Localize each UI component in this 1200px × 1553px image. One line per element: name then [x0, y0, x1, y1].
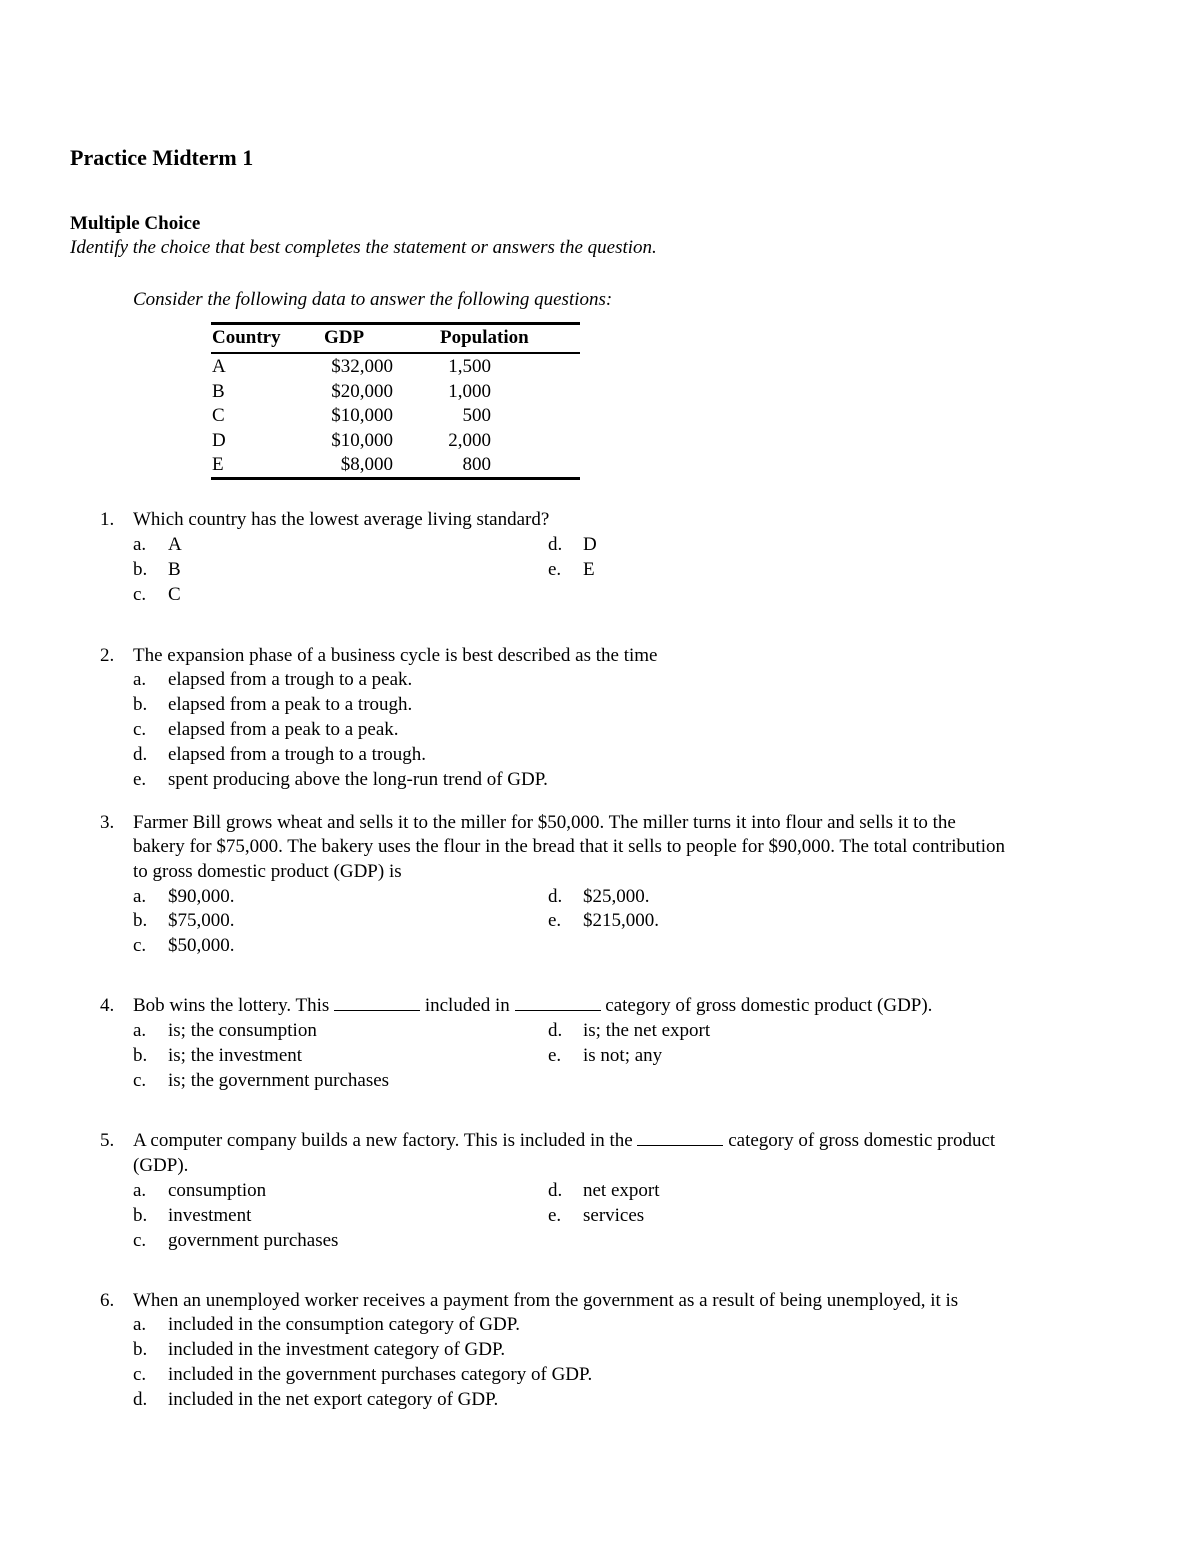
- choice-text[interactable]: D: [583, 534, 597, 555]
- answer-blank: [334, 996, 420, 1011]
- cell-country: E: [212, 454, 224, 475]
- choice-letter: c.: [133, 1070, 147, 1091]
- choice-letter: d.: [548, 1180, 563, 1201]
- header-gdp: GDP: [324, 327, 365, 348]
- choice-letter: a.: [133, 669, 147, 690]
- question-number: 1.: [100, 509, 115, 530]
- choice-letter: e.: [548, 559, 562, 580]
- stem-part: category of gross domestic product: [728, 1130, 996, 1151]
- choice-text[interactable]: $90,000.: [168, 886, 235, 907]
- choice-text[interactable]: elapsed from a peak to a trough.: [168, 694, 413, 715]
- answer-blank: [515, 996, 601, 1011]
- choice-letter: d.: [133, 1389, 148, 1410]
- question-stem: (GDP).: [133, 1155, 189, 1176]
- header-population: Population: [440, 327, 529, 348]
- choice-text[interactable]: B: [168, 559, 181, 580]
- choice-text[interactable]: C: [168, 584, 181, 605]
- choice-text[interactable]: elapsed from a trough to a trough.: [168, 744, 427, 765]
- choice-text[interactable]: $50,000.: [168, 935, 235, 956]
- cell-population: 800: [462, 454, 491, 475]
- choice-letter: e.: [548, 910, 562, 931]
- data-table: [211, 322, 580, 480]
- header-country: Country: [212, 327, 281, 348]
- choice-letter: d.: [548, 1020, 563, 1041]
- choice-letter: a.: [133, 886, 147, 907]
- choice-letter: b.: [133, 694, 148, 715]
- choice-text[interactable]: $25,000.: [583, 886, 650, 907]
- cell-gdp: $8,000: [340, 454, 393, 475]
- question-number: 6.: [100, 1290, 115, 1311]
- choice-letter: b.: [133, 1205, 148, 1226]
- choice-text[interactable]: included in the net export category of GDP.: [168, 1389, 499, 1410]
- cell-gdp: $10,000: [331, 405, 393, 426]
- choice-letter: c.: [133, 584, 147, 605]
- choice-text[interactable]: elapsed from a trough to a peak.: [168, 669, 413, 690]
- choice-letter: d.: [133, 744, 148, 765]
- choice-text[interactable]: included in the government purchases category of GDP.: [168, 1364, 593, 1385]
- choice-text[interactable]: $75,000.: [168, 910, 235, 931]
- choice-letter: c.: [133, 719, 147, 740]
- choice-text[interactable]: $215,000.: [583, 910, 659, 931]
- question-stem: The expansion phase of a business cycle is best described as the time: [133, 645, 658, 666]
- answer-blank: [637, 1131, 723, 1146]
- choice-letter: c.: [133, 1364, 147, 1385]
- table-intro: Consider the following data to answer the following questions:: [133, 289, 613, 310]
- instructions: Identify the choice that best completes the statement or answers the question.: [70, 237, 657, 258]
- question-number: 5.: [100, 1130, 115, 1151]
- question-number: 2.: [100, 645, 115, 666]
- cell-country: B: [212, 380, 225, 402]
- stem-part: Bob wins the lottery. This: [133, 995, 330, 1016]
- choice-text[interactable]: government purchases: [168, 1230, 339, 1251]
- cell-population: 500: [462, 405, 491, 426]
- choice-letter: b.: [133, 1045, 148, 1066]
- question-number: 4.: [100, 995, 115, 1016]
- choice-letter: e.: [548, 1205, 562, 1226]
- choice-text[interactable]: E: [583, 559, 595, 580]
- question-stem: [133, 995, 932, 1017]
- choice-letter: a.: [133, 534, 147, 555]
- choice-text[interactable]: elapsed from a peak to a peak.: [168, 719, 399, 740]
- choice-letter: b.: [133, 910, 148, 931]
- table-row: [211, 354, 580, 379]
- choice-letter: c.: [133, 1230, 147, 1251]
- question-stem: bakery for $75,000. The bakery uses the flour in the bread that it sells to people for $90,000. The total contribution: [133, 836, 1006, 857]
- cell-country: A: [212, 356, 226, 377]
- cell-country: D: [212, 429, 226, 451]
- question-stem: Farmer Bill grows wheat and sells it to the miller for $50,000. The miller turns it into flour and sells it to the: [133, 812, 956, 833]
- choice-text[interactable]: consumption: [168, 1180, 267, 1201]
- choice-letter: c.: [133, 935, 147, 956]
- choice-text[interactable]: is; the investment: [168, 1045, 303, 1066]
- question-stem: When an unemployed worker receives a payment from the government as a result of being unemployed, it is: [133, 1290, 959, 1311]
- choice-text[interactable]: services: [583, 1205, 645, 1226]
- choice-letter: a.: [133, 1314, 147, 1335]
- cell-population: 1,000: [448, 380, 491, 402]
- choice-text[interactable]: is; the net export: [583, 1020, 711, 1041]
- cell-population: 2,000: [448, 429, 491, 451]
- stem-part: A computer company builds a new factory. This is included in the: [133, 1130, 633, 1151]
- choice-text[interactable]: included in the consumption category of GDP.: [168, 1314, 520, 1335]
- question-number: 3.: [100, 812, 115, 833]
- section-heading: Multiple Choice: [70, 213, 201, 234]
- table-row: [211, 379, 580, 404]
- table-row: [211, 452, 580, 477]
- choice-text[interactable]: A: [168, 534, 182, 555]
- choice-letter: a.: [133, 1020, 147, 1041]
- choice-letter: e.: [548, 1045, 562, 1066]
- table-row: [211, 403, 580, 428]
- choice-text[interactable]: net export: [583, 1180, 660, 1201]
- cell-gdp: $20,000: [331, 380, 393, 402]
- stem-part: category of gross domestic product (GDP).: [605, 995, 933, 1016]
- choice-letter: b.: [133, 1339, 148, 1360]
- choice-text[interactable]: is; the government purchases: [168, 1070, 390, 1091]
- cell-gdp: $32,000: [331, 356, 393, 377]
- choice-letter: d.: [548, 886, 563, 907]
- table-header-row: [211, 325, 580, 354]
- cell-population: 1,500: [448, 356, 491, 377]
- page-title: Practice Midterm 1: [70, 145, 254, 170]
- choice-text[interactable]: is not; any: [583, 1045, 663, 1066]
- choice-letter: d.: [548, 534, 563, 555]
- choice-letter: e.: [133, 769, 147, 790]
- choice-text[interactable]: spent producing above the long-run trend of GDP.: [168, 769, 548, 790]
- question-stem: [133, 1130, 995, 1152]
- choice-text[interactable]: included in the investment category of GDP.: [168, 1339, 506, 1360]
- stem-part: included in: [424, 995, 510, 1016]
- choice-text[interactable]: investment: [168, 1205, 252, 1226]
- question-stem: to gross domestic product (GDP) is: [133, 861, 402, 882]
- cell-gdp: $10,000: [331, 429, 393, 451]
- table-row: [211, 428, 580, 453]
- choice-letter: b.: [133, 559, 148, 580]
- choice-letter: a.: [133, 1180, 147, 1201]
- cell-country: C: [212, 405, 225, 426]
- question-stem: Which country has the lowest average living standard?: [133, 509, 550, 530]
- choice-text[interactable]: is; the consumption: [168, 1020, 317, 1041]
